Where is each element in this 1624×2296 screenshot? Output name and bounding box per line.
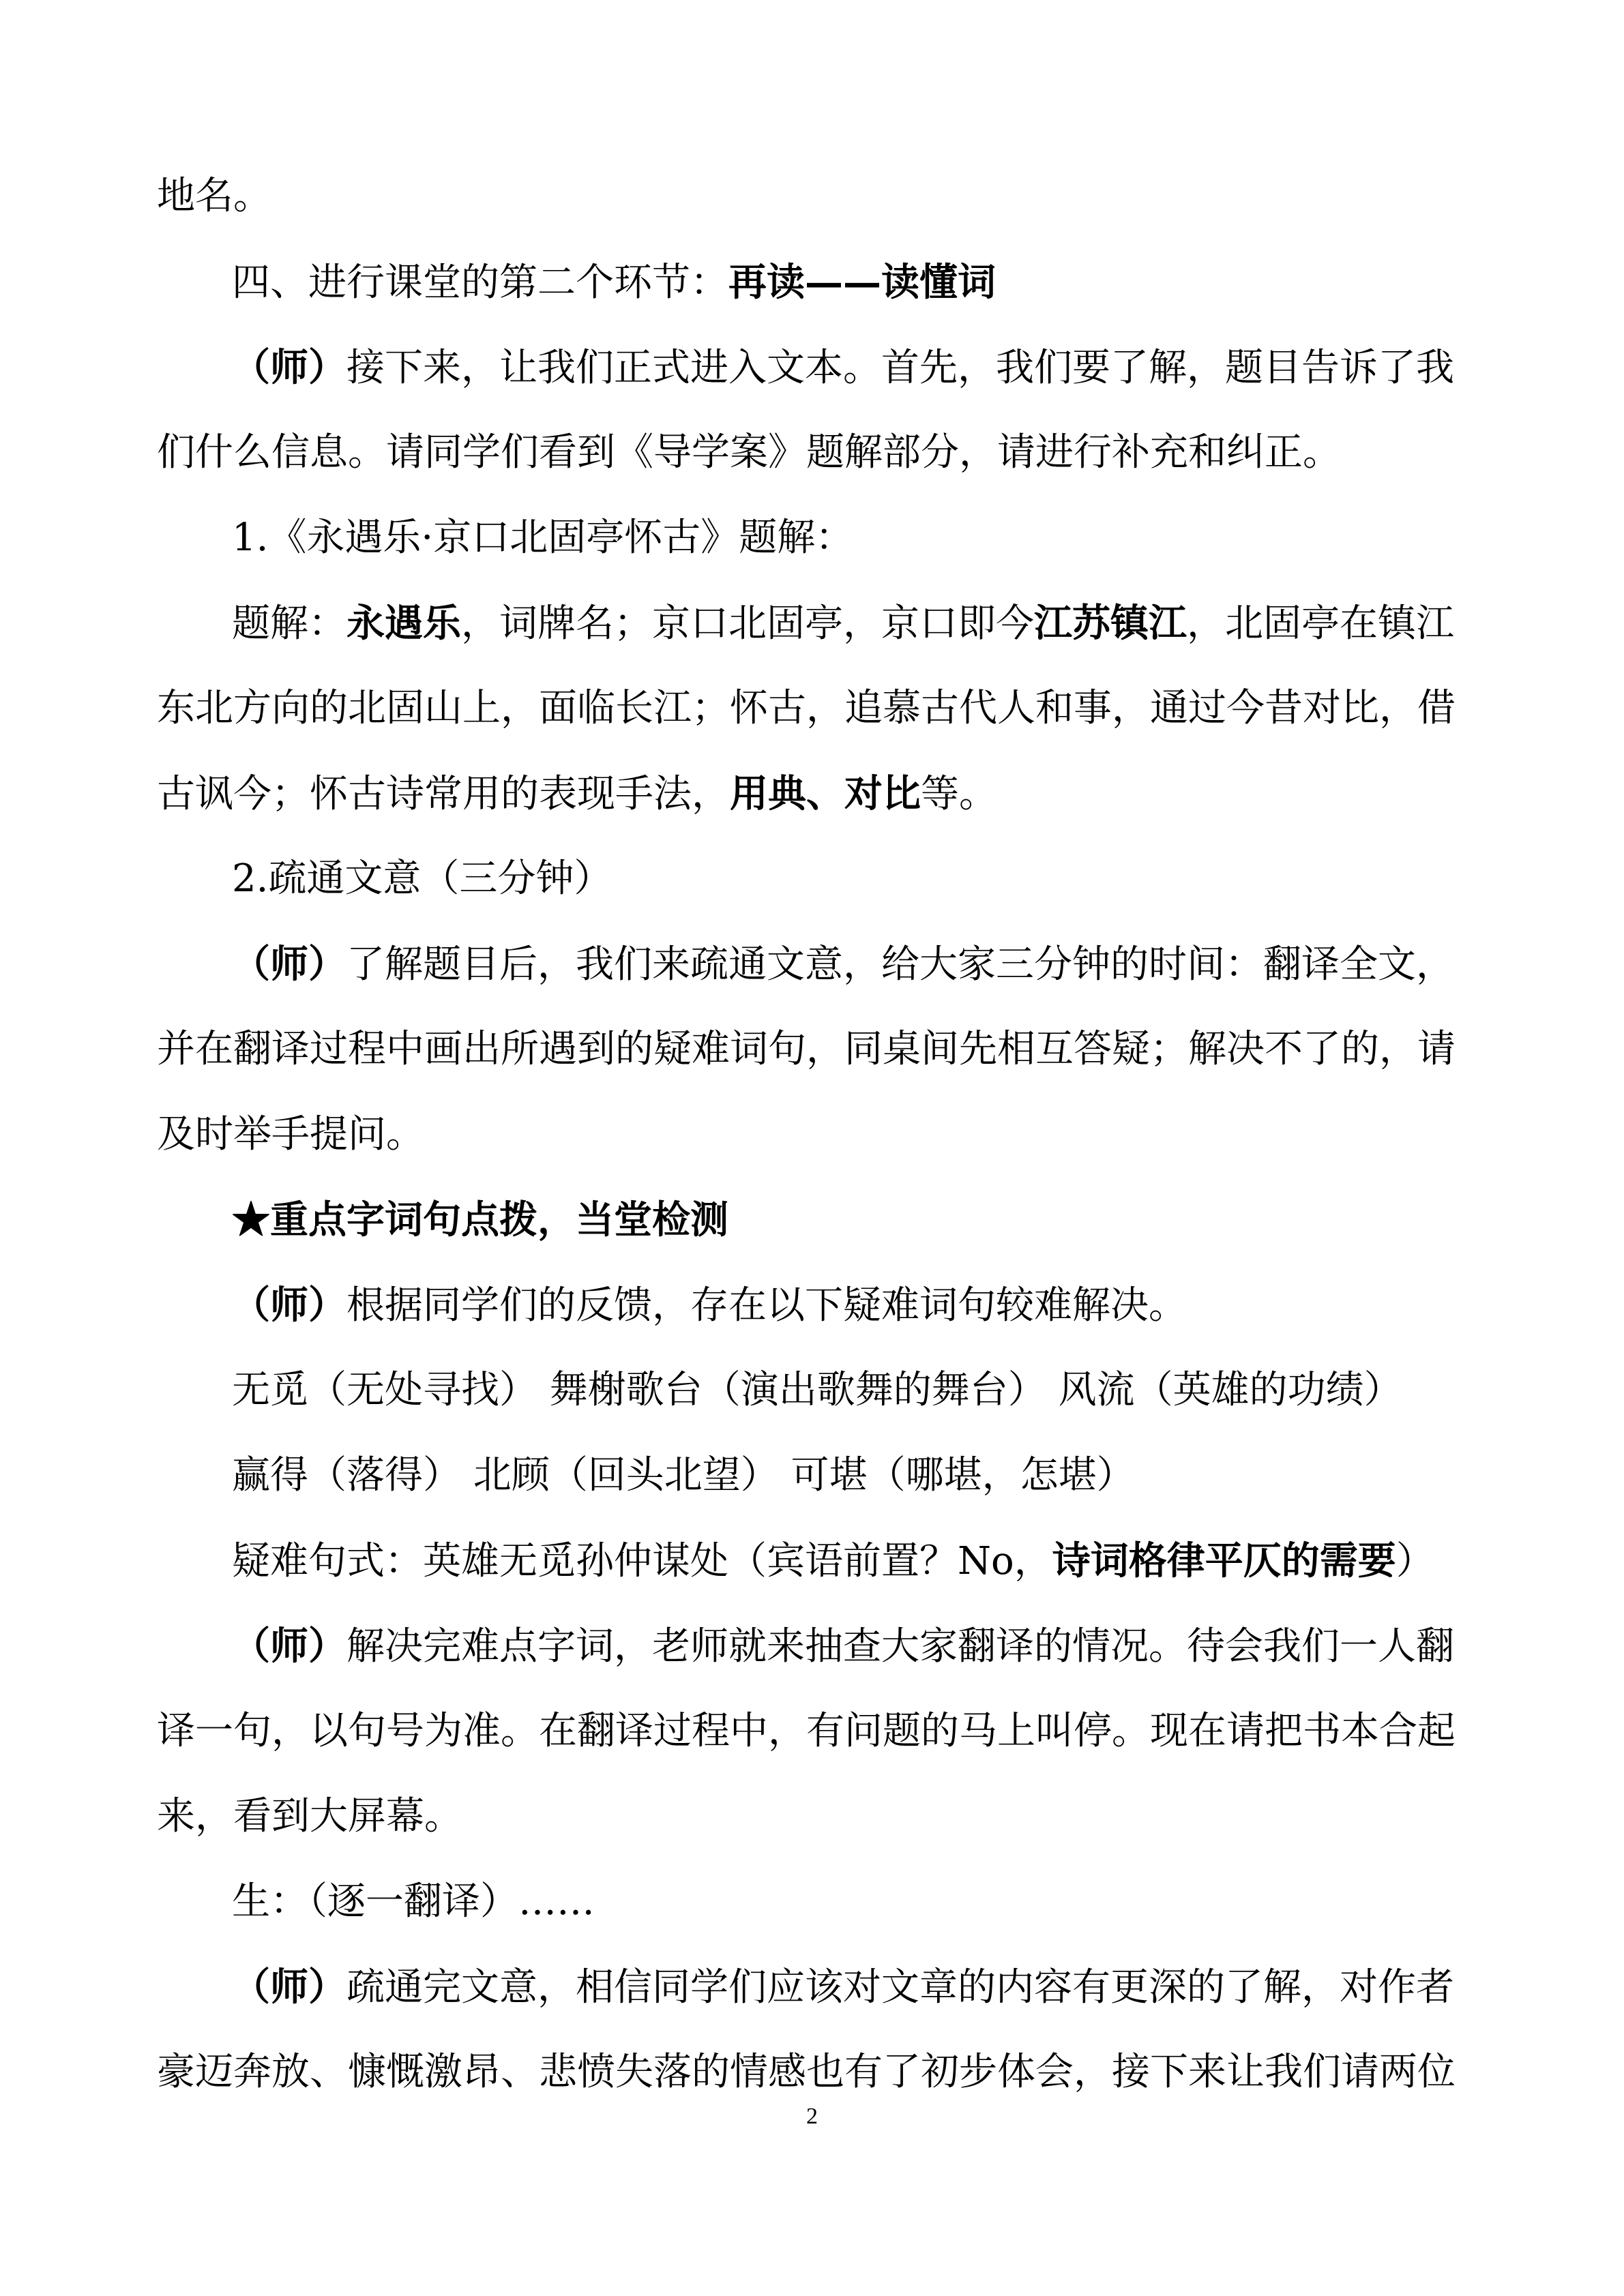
text-segment: 来，看到大屏幕。 [157, 1794, 462, 1838]
text-segment: 们什么信息。请同学们看到《导学案》题解部分，请进行补充和纠正。 [157, 430, 1341, 475]
text-segment: 2.疏通文意（三分钟） [232, 856, 612, 901]
text-segment: 古讽今；怀古诗常用的表现手法， [157, 772, 730, 816]
text-line [157, 1792, 1624, 1841]
text-segment: 根据同学们的反馈，存在以下疑难词句较难解决。 [346, 1283, 1187, 1328]
bold-text-segment: ★重点字词句点拨，当堂检测 [232, 1197, 728, 1242]
bold-text-segment: （师） [232, 1624, 346, 1669]
text-segment: 1.《永遇乐·京口北固亭怀古》题解： [232, 516, 854, 560]
text-segment: 地名。 [157, 174, 271, 218]
text-line [232, 513, 1624, 563]
text-line [232, 1622, 1624, 1671]
text-line [232, 940, 1624, 989]
text-segment: ） [1396, 1539, 1434, 1583]
bold-text-segment: 江苏镇江 [1034, 601, 1187, 646]
text-segment: 了解题目后，我们来疏通文意，给大家三分钟的时间：翻译全文， [346, 942, 1454, 987]
text-line [157, 1025, 1624, 1074]
subheading [232, 1195, 1624, 1245]
text-segment: 豪迈奔放、慷慨激昂、悲愤失落的情感也有了初步体会，接下来让我们请两位 [157, 2050, 1456, 2094]
text-line [232, 599, 1624, 648]
text-segment: 题解： [232, 601, 346, 646]
bold-text-segment: 再读——读懂词 [728, 260, 996, 305]
bold-text-segment: 用典、对比 [730, 771, 921, 816]
bold-text-segment: 诗词格律平仄的需要 [1052, 1538, 1396, 1583]
text-line [157, 769, 1624, 819]
text-segment: 四、进行课堂的第二个环节： [232, 260, 728, 305]
text-segment: 生：（逐一翻译）…… [232, 1879, 595, 1924]
text-line [232, 854, 1624, 904]
bold-text-segment: （师） [232, 942, 346, 987]
text-line [157, 2048, 1624, 2097]
text-segment: ，词牌名；京口北固亭，京口即今 [461, 601, 1034, 646]
bold-text-segment: （师） [232, 345, 346, 390]
text-segment: 疑难句式：英雄无觅孙仲谋处（宾语前置？No， [232, 1539, 1052, 1583]
text-line [157, 1110, 1624, 1159]
text-line [232, 343, 1624, 393]
text-segment: 疏通完文意，相信同学们应该对文章的内容有更深的了解，对作者 [346, 1965, 1454, 2010]
text-segment: 并在翻译过程中画出所遇到的疑难词句，同桌间先相互答疑；解决不了的，请 [157, 1027, 1456, 1071]
text-segment: 等。 [921, 772, 997, 816]
bold-text-segment: 永遇乐 [346, 601, 461, 646]
text-segment: 解决完难点字词，老师就来抽查大家翻译的情况。待会我们一人翻 [346, 1624, 1454, 1669]
text-segment: 东北方向的北固山上，面临长江；怀古，追慕古代人和事，通过今昔对比，借 [157, 686, 1456, 730]
text-line [232, 1281, 1624, 1330]
text-segment: ，北固亭在镇江 [1187, 601, 1454, 646]
bold-text-segment: （师） [232, 1283, 346, 1328]
text-line [157, 684, 1624, 733]
text-line [157, 428, 1624, 477]
section-heading [232, 258, 1624, 308]
page-number: 2 [806, 2104, 818, 2129]
vocab-line [232, 1451, 1624, 1500]
text-segment: 接下来，让我们正式进入文本。首先，我们要了解，题目告诉了我 [346, 346, 1454, 390]
text-segment: 译一句，以句号为准。在翻译过程中，有问题的马上叫停。现在请把书本合起 [157, 1709, 1456, 1753]
text-segment: 及时举手提问。 [157, 1112, 424, 1157]
text-line [232, 1536, 1624, 1586]
text-line [232, 1877, 1624, 1926]
text-line [157, 172, 1624, 221]
text-line [232, 1963, 1624, 2012]
text-segment: 无觅（无处寻找） 舞榭歌台（演出歌舞的舞台） 风流（英雄的功绩） [232, 1368, 1402, 1412]
bold-text-segment: （师） [232, 1965, 346, 2010]
text-line [157, 1707, 1624, 1756]
vocab-line [232, 1366, 1624, 1415]
text-segment: 赢得（落得） 北顾（回头北望） 可堪（哪堪，怎堪） [232, 1453, 1135, 1497]
